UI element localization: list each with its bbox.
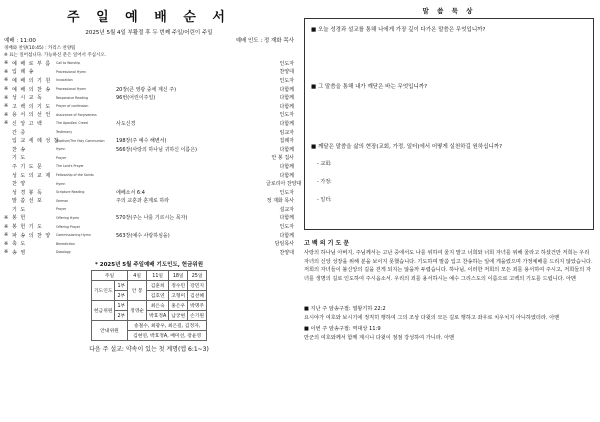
prayer-title: 고 백 의 기 도 문 <box>304 240 350 247</box>
order-item-english: The Apostles' Creed <box>56 121 88 126</box>
order-item-name: 예배의기원 <box>12 77 54 84</box>
order-item-english: Responsive Reading <box>56 95 89 100</box>
order-item-person: 인도자 <box>279 224 294 231</box>
order-row <box>4 119 294 128</box>
order-row <box>4 85 294 94</box>
order-item-person: 찬양대 <box>279 69 294 76</box>
order-item-person: 다함께 <box>279 232 294 239</box>
order-row <box>4 145 294 154</box>
answer-home: - 가정: <box>317 179 332 185</box>
order-item-name: 말씀선포 <box>12 198 46 205</box>
order-item-name: 입례송 <box>12 69 37 76</box>
order-row <box>4 128 294 137</box>
order-row <box>4 239 294 248</box>
order-item-english: Offering Prayer <box>56 224 81 229</box>
name-cell: 정영순 <box>128 300 147 320</box>
order-row <box>4 222 294 231</box>
order-row <box>4 197 294 206</box>
standing-mark: ※ <box>4 94 9 101</box>
answer-work: - 일터: <box>317 197 332 203</box>
order-item-person: 설교자 <box>279 206 294 213</box>
order-item-person: 글로리아 찬양대 <box>266 181 302 188</box>
order-item-person: 다함께 <box>279 95 294 102</box>
order-item-english: Commissioning Hymn <box>56 233 91 238</box>
role-cell: 안내위원 <box>91 320 127 340</box>
order-item-name: 기도 <box>12 155 29 162</box>
order-item-content: 566장(사랑의 하나님 귀하신 이름은) <box>116 146 198 153</box>
order-item-person: 인도자 <box>279 189 294 196</box>
order-item-person: 찬양대 <box>279 249 294 256</box>
bulletin-title: 주 일 예 배 순 서 <box>67 10 231 25</box>
name-cell: 안 봉 <box>128 280 147 300</box>
order-item-content: 96번(어린이주일) <box>116 95 156 102</box>
order-item-person: 임교자 <box>279 129 294 136</box>
order-item-english: Call to Worship <box>56 61 80 66</box>
schedule-row <box>91 280 206 290</box>
pre-worship: 경배와 찬양(10:45) : 카리스 찬양팀 <box>4 46 76 51</box>
worship-leader: 예배 인도 : 정 재화 목사 <box>235 38 294 44</box>
schedule-table <box>91 270 207 341</box>
order-item-name: 성시교독 <box>12 95 46 102</box>
order-item-name: 찬양 <box>12 181 29 188</box>
order-row <box>4 248 294 257</box>
order-item-person: 집례자 <box>279 138 294 145</box>
date-line: 2025년 5월 4일 부활절 후 두 번째 주일/어린이 주일 <box>85 30 213 36</box>
meditation-title: 말 씀 묵 상 <box>422 7 476 15</box>
order-item-name: 봉헌기도 <box>12 224 46 231</box>
this-week-verse-text: 만군의 여호와께서 함께 계시니 다윗이 점점 강성하여 가니라. 아멘 <box>304 334 455 341</box>
schedule-header-row <box>91 270 206 280</box>
order-item-person: 다함께 <box>279 172 294 179</box>
order-item-content: 570장(주는 나를 기르시는 목자) <box>116 215 188 222</box>
order-row <box>4 76 294 85</box>
standing-mark: ※ <box>4 249 9 256</box>
question-2: ■ 그 말씀을 통해 내가 깨닫은 바는 무엇입니까? <box>311 84 427 90</box>
order-item-name: 봉헌 <box>12 215 29 222</box>
order-item-person: 다함께 <box>279 103 294 110</box>
name-cell: 김호연 <box>147 290 169 300</box>
header-cell: 11일 <box>147 270 169 280</box>
service-cell: 1부 <box>115 300 128 310</box>
schedule-row <box>91 300 206 310</box>
order-item-person: 인도자 <box>279 112 294 119</box>
order-item-english: The Lord's Prayer <box>56 164 84 169</box>
question-1: ■ 오늘 성경과 설교를 통해 나에게 가장 깊이 다가온 말씀은 무엇입니까? <box>311 27 486 33</box>
order-item-name: 성경봉독 <box>12 189 46 196</box>
standing-mark: ※ <box>4 232 9 239</box>
role-cell: 헌금위원 <box>91 300 115 320</box>
service-cell: 2부 <box>115 310 128 320</box>
prayer-text: 사랑의 하나님 아버지, 주님께서는 고난 중에서도 나를 위하여 울지 말고 너희와 너희 자녀를 위해 울라고 하셨건만 저희는 우리 자녀의 신앙 성장을 위해 분을 보이지 못했습니다. 기도하며 말씀 입고 찬송하는 일에 게을렀으며 가정예배를 드리지 않았습니다. 저희의 자녀들이 불신앙의 길을 걷게 되지는 않을까 두렵습니다. 하나님, 이러한 저희의 모든 죄를 용서하여 주시고, 저희들의 자녀를 생명의 길로 인도하여 주시옵소서. 우리의 죄를 용서하시는 예수 그리스도의 이름으로 고백의 기도를 드립니다. 아멘 <box>304 250 593 282</box>
standing-mark: ※ <box>4 214 9 221</box>
order-item-english: Processional Hymn <box>56 87 87 92</box>
order-row <box>4 188 294 197</box>
standing-mark: ※ <box>4 103 9 110</box>
order-item-english: Fellowship of the Saints <box>56 173 94 178</box>
usher-names: 송철수, 최광우, 최은길, 김정자, <box>128 320 207 330</box>
standing-mark: ※ <box>4 60 9 67</box>
last-week-verse-text: 요시야가 여호와 보시기에 정직히 행하여 그의 조상 다윗의 모든 길로 행하고 좌우로 치우치지 아니하였더라. 아멘 <box>304 314 560 321</box>
order-item-person: 다함께 <box>279 146 294 153</box>
order-item-english: Assurance of Forgiveness <box>56 112 97 117</box>
order-item-content: 에베소서 6:4 <box>116 189 145 196</box>
order-item-person: 정 재화 목사 <box>266 198 294 205</box>
service-cell: 2부 <box>115 290 128 300</box>
order-item-name: 신앙고백 <box>12 120 46 127</box>
order-row <box>4 171 294 180</box>
order-item-content: 20장(큰 영광 중에 계신 주) <box>116 86 177 93</box>
worship-time: 예배 : 11:00 <box>4 38 36 44</box>
order-item-person: 다함께 <box>279 86 294 93</box>
order-row <box>4 111 294 120</box>
header-cell: 4일 <box>128 270 147 280</box>
standing-mark: ※ <box>4 111 9 118</box>
order-item-person: 담임목사 <box>274 241 294 248</box>
order-item-content: 563장(예수 사랑하심을) <box>116 232 170 239</box>
order-item-english: Testimony <box>56 130 73 135</box>
order-row <box>4 205 294 214</box>
order-item-english: Sermon <box>56 198 69 203</box>
order-item-english: Hymn <box>56 181 66 186</box>
order-item-name: 송영 <box>12 249 29 256</box>
standing-mark: ※ <box>4 240 9 247</box>
worship-order-panel <box>4 6 302 353</box>
order-item-name: 예배로부름 <box>12 60 54 67</box>
order-item-name: 성도의교제 <box>12 172 54 179</box>
next-week-sermon: 다음 주 설교: 약속이 있는 첫 계명(엡 6:1~3) <box>89 345 209 353</box>
order-item-english: Prayer of confession <box>56 104 89 109</box>
order-item-english: Prayer <box>56 207 67 212</box>
order-item-english: Baptism/The Holy Communion <box>56 138 105 143</box>
order-row <box>4 162 294 171</box>
name-cell: 박효정A <box>147 310 169 320</box>
name-cell: 정수민 <box>169 280 188 290</box>
order-item-english: Prayer <box>56 155 67 160</box>
order-item-english: Offering Hymn <box>56 215 80 220</box>
name-cell: 홍은우 <box>169 300 188 310</box>
order-item-name: 파송의찬양 <box>12 232 54 239</box>
order-row <box>4 102 294 111</box>
order-item-person: 인도자 <box>279 77 294 84</box>
order-item-person: 다함께 <box>279 163 294 170</box>
standing-mark: ※ <box>4 77 9 84</box>
standing-mark: ※ <box>4 86 9 93</box>
order-item-person: 안 봉 집사 <box>271 155 294 162</box>
order-item-english: Processional Hymn <box>56 69 87 74</box>
standing-mark: ※ <box>4 68 9 75</box>
schedule-title: * 2025년 5월 주일예배 기도인도, 헌금위원 <box>94 261 204 268</box>
last-week-verse-label: ■ 지난 주 암송구절: 열왕기하 22:2 <box>304 306 386 312</box>
order-item-english: Invocation <box>56 78 73 83</box>
header-cell: 18일 <box>169 270 188 280</box>
order-row <box>4 214 294 223</box>
answer-church: - 교회: <box>317 161 332 167</box>
order-item-content: 사도신경 <box>116 120 136 127</box>
meditation-panel <box>304 6 594 342</box>
order-item-name: 고백의기도 <box>12 103 54 110</box>
schedule-row <box>91 320 206 330</box>
order-row <box>4 179 302 188</box>
order-item-english: Benediction <box>56 241 75 246</box>
order-item-person: 인도자 <box>279 60 294 67</box>
order-item-content: 198장(주 예수 해변서) <box>116 138 167 145</box>
usher-names: 김현연, 박효정A, 배미선, 장윤영 <box>128 330 207 340</box>
order-item-english: Scripture Reading <box>56 190 85 195</box>
order-item-name: 입교세례성찬 <box>12 138 62 145</box>
standing-mark: ※ <box>4 120 9 127</box>
order-row <box>4 136 294 145</box>
order-item-name: 기도 <box>12 206 29 213</box>
order-item-english: Doxology <box>56 250 71 255</box>
this-week-verse-label: ■ 이번 주 암송구절: 역대상 11:9 <box>304 326 381 332</box>
order-item-person: 다함께 <box>279 215 294 222</box>
order-item-name: 간증 <box>12 129 29 136</box>
standing-note: ※ 표는 일어섭니다. 가능하신 분은 일어서 주십시오. <box>4 53 107 58</box>
header-cell: 25일 <box>188 270 207 280</box>
header-cell: 주일 <box>91 270 127 280</box>
order-row <box>4 68 294 77</box>
meditation-box <box>304 18 594 230</box>
name-cell: 박명주 <box>188 300 207 310</box>
name-cell: 남궁현 <box>169 310 188 320</box>
order-item-name: 예배의찬송 <box>12 86 54 93</box>
order-row <box>4 93 294 102</box>
role-cell: 기도인도 <box>91 280 115 300</box>
worship-order-list <box>4 59 302 257</box>
order-item-person: 다함께 <box>279 120 294 127</box>
name-cell: 김훈희 <box>147 280 169 290</box>
order-item-name: 용서의선언 <box>12 112 54 119</box>
order-item-name: 찬송 <box>12 146 29 153</box>
worship-info <box>4 37 294 45</box>
order-row <box>4 231 294 240</box>
name-cell: 손기원 <box>188 310 207 320</box>
order-item-name: 주기도문 <box>12 163 46 170</box>
order-row <box>4 154 294 163</box>
question-3: ■ 깨달은 말씀을 삶의 현장(교회, 가정, 일터)에서 어떻게 실천하길 원하십니까? <box>311 144 503 150</box>
name-cell: 고형미 <box>169 290 188 300</box>
name-cell: 김선혜 <box>188 290 207 300</box>
order-item-english: Hymn <box>56 147 66 152</box>
order-item-content: 주의 교훈과 훈계로 하라 <box>116 198 170 205</box>
standing-mark: ※ <box>4 223 9 230</box>
service-cell: 1부 <box>115 280 128 290</box>
name-cell: 강민지 <box>188 280 207 290</box>
name-cell: 최은숙 <box>147 300 169 310</box>
order-row <box>4 59 294 68</box>
order-item-name: 축도 <box>12 241 29 248</box>
